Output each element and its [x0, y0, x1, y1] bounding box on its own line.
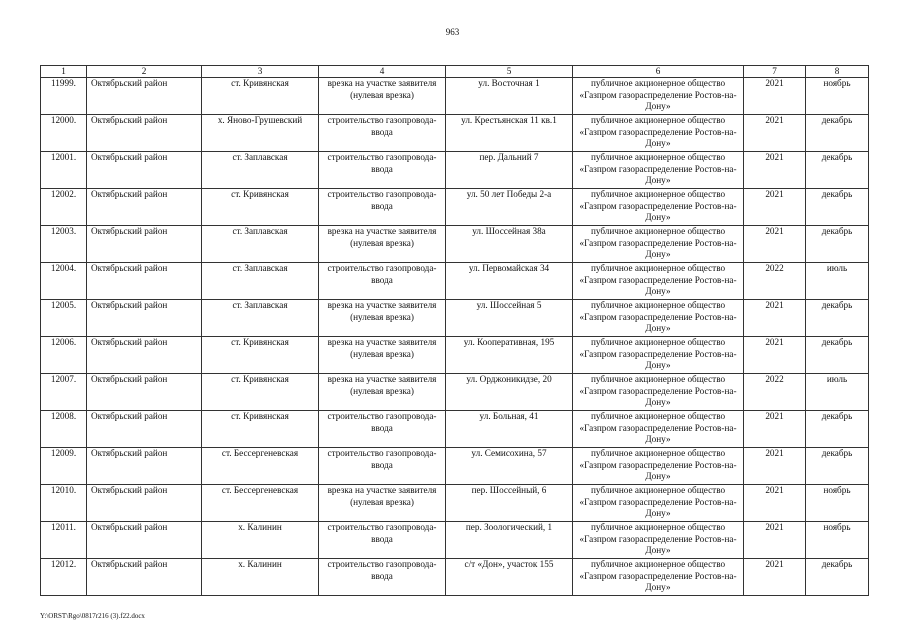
column-header: 1: [41, 66, 87, 78]
table-row: [41, 411, 869, 448]
year-cell: 2021: [744, 411, 806, 448]
address-cell: ул. Крестьянская 11 кв.1: [446, 115, 573, 152]
column-header: 3: [202, 66, 319, 78]
column-header: 4: [319, 66, 446, 78]
organization-cell: публичное акционерное общество «Газпром газораспределение Ростов-на-Дону»: [573, 522, 744, 559]
address-cell: ул. Шоссейная 38а: [446, 226, 573, 263]
organization-cell: публичное акционерное общество «Газпром газораспределение Ростов-на-Дону»: [573, 263, 744, 300]
address-cell: ул. Орджоникидзе, 20: [446, 374, 573, 411]
district-cell: Октябрьский район: [87, 559, 202, 596]
table-body: [41, 78, 869, 596]
row-number: 12008.: [41, 411, 87, 448]
year-cell: 2021: [744, 152, 806, 189]
organization-cell: публичное акционерное общество «Газпром газораспределение Ростов-на-Дону»: [573, 300, 744, 337]
column-header: 7: [744, 66, 806, 78]
month-cell: ноябрь: [806, 485, 869, 522]
organization-cell: публичное акционерное общество «Газпром газораспределение Ростов-на-Дону»: [573, 152, 744, 189]
organization-cell: публичное акционерное общество «Газпром газораспределение Ростов-на-Дону»: [573, 374, 744, 411]
row-number: 12011.: [41, 522, 87, 559]
work-type-cell: врезка на участке заявителя (нулевая врезка): [319, 226, 446, 263]
table-row: [41, 115, 869, 152]
locality-cell: ст. Заплавская: [202, 226, 319, 263]
year-cell: 2021: [744, 337, 806, 374]
address-cell: ул. Семисохина, 57: [446, 448, 573, 485]
work-type-cell: врезка на участке заявителя (нулевая врезка): [319, 374, 446, 411]
organization-cell: публичное акционерное общество «Газпром газораспределение Ростов-на-Дону»: [573, 226, 744, 263]
month-cell: декабрь: [806, 559, 869, 596]
work-type-cell: строительство газопровода-ввода: [319, 448, 446, 485]
district-cell: Октябрьский район: [87, 337, 202, 374]
table-row: [41, 559, 869, 596]
organization-cell: публичное акционерное общество «Газпром газораспределение Ростов-на-Дону»: [573, 189, 744, 226]
month-cell: декабрь: [806, 226, 869, 263]
table-row: [41, 78, 869, 115]
year-cell: 2022: [744, 374, 806, 411]
year-cell: 2021: [744, 448, 806, 485]
district-cell: Октябрьский район: [87, 226, 202, 263]
year-cell: 2021: [744, 522, 806, 559]
district-cell: Октябрьский район: [87, 263, 202, 300]
locality-cell: ст. Заплавская: [202, 300, 319, 337]
locality-cell: ст. Кривянская: [202, 374, 319, 411]
gasification-table: [40, 65, 869, 596]
table-row: [41, 226, 869, 263]
locality-cell: ст. Заплавская: [202, 152, 319, 189]
month-cell: декабрь: [806, 448, 869, 485]
organization-cell: публичное акционерное общество «Газпром газораспределение Ростов-на-Дону»: [573, 337, 744, 374]
month-cell: ноябрь: [806, 78, 869, 115]
row-number: 12007.: [41, 374, 87, 411]
month-cell: ноябрь: [806, 522, 869, 559]
year-cell: 2021: [744, 559, 806, 596]
work-type-cell: врезка на участке заявителя (нулевая врезка): [319, 485, 446, 522]
table-row: [41, 263, 869, 300]
column-header: 5: [446, 66, 573, 78]
column-header: 8: [806, 66, 869, 78]
locality-cell: ст. Кривянская: [202, 411, 319, 448]
table-row: [41, 485, 869, 522]
year-cell: 2021: [744, 115, 806, 152]
locality-cell: ст. Кривянская: [202, 337, 319, 374]
locality-cell: ст. Кривянская: [202, 189, 319, 226]
month-cell: декабрь: [806, 189, 869, 226]
footer-file-path: Y:\ORST\Rgo\0817r216 (3).f22.docx: [40, 612, 145, 620]
month-cell: декабрь: [806, 337, 869, 374]
address-cell: ул. Кооперативная, 195: [446, 337, 573, 374]
organization-cell: публичное акционерное общество «Газпром газораспределение Ростов-на-Дону»: [573, 448, 744, 485]
work-type-cell: врезка на участке заявителя (нулевая врезка): [319, 300, 446, 337]
row-number: 12010.: [41, 485, 87, 522]
row-number: 12012.: [41, 559, 87, 596]
organization-cell: публичное акционерное общество «Газпром газораспределение Ростов-на-Дону»: [573, 78, 744, 115]
row-number: 12005.: [41, 300, 87, 337]
locality-cell: х. Калинин: [202, 559, 319, 596]
locality-cell: ст. Кривянская: [202, 78, 319, 115]
table-row: [41, 152, 869, 189]
row-number: 12006.: [41, 337, 87, 374]
address-cell: ул. Восточная 1: [446, 78, 573, 115]
page-number: 963: [445, 27, 460, 37]
district-cell: Октябрьский район: [87, 300, 202, 337]
table-row: [41, 522, 869, 559]
row-number: 12002.: [41, 189, 87, 226]
year-cell: 2021: [744, 485, 806, 522]
row-number: 12000.: [41, 115, 87, 152]
work-type-cell: строительство газопровода-ввода: [319, 411, 446, 448]
address-cell: ул. Первомайская 34: [446, 263, 573, 300]
address-cell: с/т «Дон», участок 155: [446, 559, 573, 596]
address-cell: ул. 50 лет Победы 2-а: [446, 189, 573, 226]
locality-cell: ст. Бессергеневская: [202, 448, 319, 485]
table-row: [41, 300, 869, 337]
district-cell: Октябрьский район: [87, 485, 202, 522]
address-cell: ул. Шоссейная 5: [446, 300, 573, 337]
column-header: 2: [87, 66, 202, 78]
organization-cell: публичное акционерное общество «Газпром газораспределение Ростов-на-Дону»: [573, 411, 744, 448]
locality-cell: х. Калинин: [202, 522, 319, 559]
work-type-cell: строительство газопровода-ввода: [319, 189, 446, 226]
work-type-cell: строительство газопровода-ввода: [319, 115, 446, 152]
district-cell: Октябрьский район: [87, 522, 202, 559]
table-row: [41, 374, 869, 411]
work-type-cell: врезка на участке заявителя (нулевая врезка): [319, 78, 446, 115]
work-type-cell: строительство газопровода-ввода: [319, 559, 446, 596]
address-cell: ул. Больная, 41: [446, 411, 573, 448]
work-type-cell: строительство газопровода-ввода: [319, 263, 446, 300]
year-cell: 2021: [744, 78, 806, 115]
address-cell: пер. Шоссейный, 6: [446, 485, 573, 522]
district-cell: Октябрьский район: [87, 411, 202, 448]
month-cell: декабрь: [806, 115, 869, 152]
table-row: [41, 337, 869, 374]
row-number: 12003.: [41, 226, 87, 263]
organization-cell: публичное акционерное общество «Газпром газораспределение Ростов-на-Дону»: [573, 559, 744, 596]
year-cell: 2021: [744, 189, 806, 226]
table-row: [41, 448, 869, 485]
organization-cell: публичное акционерное общество «Газпром газораспределение Ростов-на-Дону»: [573, 485, 744, 522]
work-type-cell: строительство газопровода-ввода: [319, 522, 446, 559]
month-cell: июль: [806, 263, 869, 300]
column-number-row: [41, 66, 869, 78]
district-cell: Октябрьский район: [87, 448, 202, 485]
address-cell: пер. Зоологический, 1: [446, 522, 573, 559]
row-number: 12004.: [41, 263, 87, 300]
month-cell: декабрь: [806, 411, 869, 448]
year-cell: 2022: [744, 263, 806, 300]
district-cell: Октябрьский район: [87, 189, 202, 226]
column-header: 6: [573, 66, 744, 78]
month-cell: июль: [806, 374, 869, 411]
locality-cell: ст. Бессергеневская: [202, 485, 319, 522]
year-cell: 2021: [744, 300, 806, 337]
district-cell: Октябрьский район: [87, 374, 202, 411]
locality-cell: ст. Заплавская: [202, 263, 319, 300]
work-type-cell: строительство газопровода-ввода: [319, 152, 446, 189]
month-cell: декабрь: [806, 300, 869, 337]
row-number: 12001.: [41, 152, 87, 189]
year-cell: 2021: [744, 226, 806, 263]
organization-cell: публичное акционерное общество «Газпром газораспределение Ростов-на-Дону»: [573, 115, 744, 152]
table-row: [41, 189, 869, 226]
address-cell: пер. Дальний 7: [446, 152, 573, 189]
district-cell: Октябрьский район: [87, 115, 202, 152]
district-cell: Октябрьский район: [87, 78, 202, 115]
row-number: 12009.: [41, 448, 87, 485]
work-type-cell: врезка на участке заявителя (нулевая врезка): [319, 337, 446, 374]
row-number: 11999.: [41, 78, 87, 115]
locality-cell: х. Яново-Грушевский: [202, 115, 319, 152]
district-cell: Октябрьский район: [87, 152, 202, 189]
month-cell: декабрь: [806, 152, 869, 189]
